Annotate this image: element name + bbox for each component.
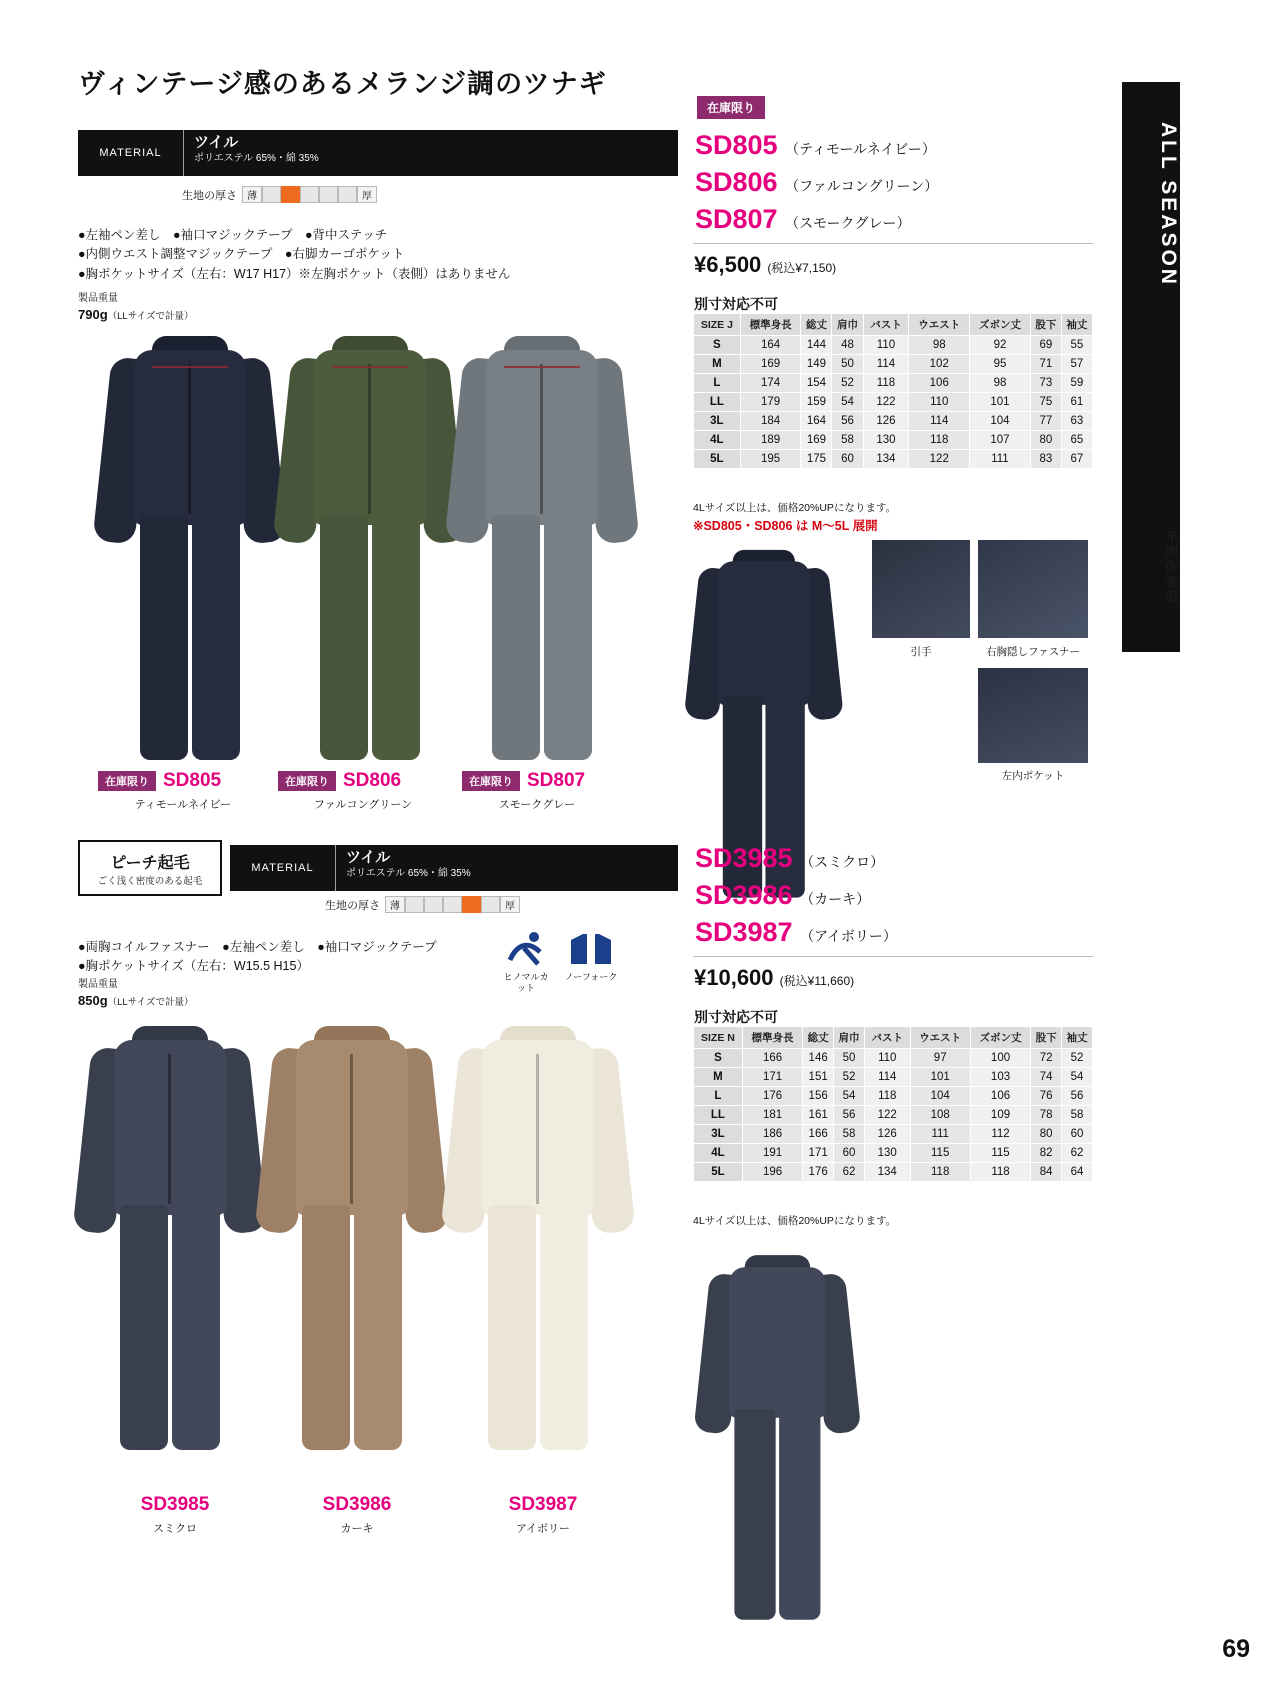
cell: 144 — [801, 336, 832, 355]
peach-title: ピーチ起毛 — [110, 854, 190, 872]
cell: 60 — [1062, 1125, 1093, 1144]
table-row — [694, 1087, 1093, 1106]
color-code-sd3987: SD3987 — [508, 1494, 578, 1515]
cell: 56 — [834, 1106, 865, 1125]
cell: 71 — [1030, 355, 1061, 374]
table-row — [694, 1163, 1093, 1182]
thickness-cell — [424, 896, 443, 913]
cell: M — [694, 1068, 743, 1087]
cell: 4L — [694, 1144, 743, 1163]
cell: 80 — [1030, 431, 1061, 450]
color-name-sd3986: カーキ — [340, 1523, 374, 1535]
section1-features — [78, 226, 510, 284]
cell: 101 — [910, 1068, 970, 1087]
color-name-sd3985: スミクロ — [153, 1523, 197, 1535]
table-row — [694, 355, 1093, 374]
cell: 176 — [803, 1163, 834, 1182]
product-photo-sd806 — [280, 330, 460, 770]
cell: 126 — [864, 1125, 910, 1144]
thickness-thin: 薄 — [242, 186, 262, 203]
cell: 164 — [740, 336, 801, 355]
cell: 50 — [834, 1049, 865, 1068]
cell: 134 — [863, 450, 909, 469]
cell: 169 — [801, 431, 832, 450]
thickness-label: 生地の厚さ — [182, 189, 237, 202]
cell: 64 — [1062, 1163, 1093, 1182]
cell: 54 — [1062, 1068, 1093, 1087]
right-code-sd807: SD807 （スモークグレー） — [695, 204, 911, 234]
detail-photo-chest-zipper — [978, 540, 1088, 638]
cell: 57 — [1061, 355, 1092, 374]
cell: 59 — [1061, 374, 1092, 393]
cell: 62 — [834, 1163, 865, 1182]
table-row — [694, 1068, 1093, 1087]
size-table-1 — [693, 313, 1093, 469]
cell: M — [694, 355, 741, 374]
detail-caption-chest-zipper: 右胸隠しファスナー — [985, 646, 1081, 658]
cell: 3L — [694, 412, 741, 431]
material-name: ツイル — [346, 849, 391, 866]
product-code: SD807 — [527, 770, 586, 791]
cell: 60 — [834, 1144, 865, 1163]
cell: 111 — [910, 1125, 970, 1144]
feature-line: ●左袖ペン差し ●袖口マジックテープ ●背中ステッチ — [78, 228, 388, 242]
cell: 108 — [910, 1106, 970, 1125]
product-photo-back-sd805 — [690, 545, 821, 734]
thickness-cell — [405, 896, 424, 913]
col-bust: バスト — [863, 314, 909, 336]
col-inseam: 股下 — [1031, 1027, 1062, 1049]
peach-sub: ごく浅く密度のある起毛 — [97, 875, 203, 887]
section1-material-bar — [78, 130, 678, 176]
product-photo-back-sd3985 — [700, 1250, 846, 1465]
table-row — [694, 1144, 1093, 1163]
cell: 161 — [803, 1106, 834, 1125]
cell: 52 — [834, 1068, 865, 1087]
price-note-1: 4Lサイズ以上は、価格20%UPになります。 — [693, 502, 897, 514]
cell: 48 — [832, 336, 863, 355]
cell: 130 — [864, 1144, 910, 1163]
cell: 114 — [863, 355, 909, 374]
feature-line: ●内側ウエスト調整マジックテープ ●右脚カーゴポケット — [78, 247, 405, 262]
cell: L — [694, 1087, 743, 1106]
cell: 114 — [909, 412, 970, 431]
color-name-sd806: ファルコングリーン — [313, 799, 413, 811]
thickness-thick: 厚 — [357, 186, 377, 203]
cell: LL — [694, 393, 741, 412]
detail-photo-puller — [872, 540, 970, 638]
thickness-cell — [319, 186, 338, 203]
cell: 159 — [801, 393, 832, 412]
cell: 60 — [832, 450, 863, 469]
cell: 76 — [1031, 1087, 1062, 1106]
cell: 58 — [834, 1125, 865, 1144]
col-sleeve: 袖丈 — [1062, 1027, 1093, 1049]
cell: 75 — [1030, 393, 1061, 412]
cell: 92 — [970, 336, 1031, 355]
cell: 118 — [910, 1163, 970, 1182]
thickness-cell — [481, 896, 500, 913]
cell: 118 — [864, 1087, 910, 1106]
norfolk-icon — [560, 930, 622, 983]
table-row — [694, 393, 1093, 412]
cell: 54 — [834, 1087, 865, 1106]
col-size: SIZE J — [694, 314, 741, 336]
product-photo-sd3987 — [448, 1020, 628, 1460]
cell: 174 — [740, 374, 801, 393]
cell: 114 — [864, 1068, 910, 1087]
weight-note: （LLサイズで計量） — [107, 310, 194, 322]
cell: 104 — [910, 1087, 970, 1106]
material-label: MATERIAL — [99, 147, 162, 159]
cell: 186 — [742, 1125, 802, 1144]
thickness-thin: 薄 — [385, 896, 405, 913]
cell: 100 — [970, 1049, 1030, 1068]
color-code-sd805 — [98, 770, 221, 792]
cell: 95 — [970, 355, 1031, 374]
material-label: MATERIAL — [251, 862, 314, 874]
color-name-sd805: ティモールネイビー — [134, 799, 232, 811]
col-shoulder: 肩巾 — [834, 1027, 865, 1049]
product-photo-sd807 — [452, 330, 632, 770]
cell: 195 — [740, 450, 801, 469]
cell: 169 — [740, 355, 801, 374]
cell: 56 — [832, 412, 863, 431]
cell: 166 — [742, 1049, 802, 1068]
cell: 63 — [1061, 412, 1092, 431]
weight-label: 製品重量 — [78, 979, 118, 990]
section2-weight — [78, 978, 193, 1009]
nosize-note-1: 別寸対応不可 — [694, 296, 778, 312]
cell: 115 — [970, 1144, 1030, 1163]
color-name-sd3987: アイボリー — [515, 1523, 570, 1535]
section1-thickness — [182, 186, 377, 203]
thickness-cell — [281, 186, 300, 203]
table-row — [694, 1049, 1093, 1068]
product-photo-sd805 — [100, 330, 280, 770]
cell: 110 — [909, 393, 970, 412]
divider — [693, 243, 1093, 244]
color-code-sd806 — [278, 770, 401, 792]
material-name: ツイル — [194, 134, 239, 151]
col-size: SIZE N — [694, 1027, 743, 1049]
divider — [335, 845, 336, 891]
cell: 72 — [1031, 1049, 1062, 1068]
cell: S — [694, 336, 741, 355]
section1-weight — [78, 292, 193, 323]
col-pants: ズボン丈 — [970, 314, 1031, 336]
cell: 126 — [863, 412, 909, 431]
right-code-sd3986: SD3986 （カーキ） — [695, 880, 871, 910]
price-1: ¥6,500 (税込¥7,150) — [694, 252, 837, 277]
cell: 67 — [1061, 450, 1092, 469]
range-note-1: ※SD805・SD806 は M〜5L 展開 — [693, 519, 878, 533]
peach-badge — [78, 840, 222, 896]
cell: 110 — [864, 1049, 910, 1068]
cell: 118 — [970, 1163, 1030, 1182]
cell: 83 — [1030, 450, 1061, 469]
cell: 5L — [694, 1163, 743, 1182]
cell: 122 — [864, 1106, 910, 1125]
col-sleeve: 袖丈 — [1061, 314, 1092, 336]
himaru-cut-glyph — [504, 930, 548, 970]
section2-material-bar — [230, 845, 678, 891]
cell: 156 — [803, 1087, 834, 1106]
cell: 118 — [909, 431, 970, 450]
col-shoulder: 肩巾 — [832, 314, 863, 336]
table-row — [694, 1125, 1093, 1144]
right-code-sd806: SD806 （ファルコングリーン） — [695, 167, 939, 197]
cell: 109 — [970, 1106, 1030, 1125]
cell: 118 — [863, 374, 909, 393]
col-length: 総丈 — [801, 314, 832, 336]
table-row — [694, 374, 1093, 393]
cell: 61 — [1061, 393, 1092, 412]
cell: 97 — [910, 1049, 970, 1068]
table-row — [694, 336, 1093, 355]
cell: 107 — [970, 431, 1031, 450]
stock-badge: 在庫限り — [462, 771, 520, 791]
cell: 146 — [803, 1049, 834, 1068]
cell: 52 — [1062, 1049, 1093, 1068]
detail-photo-inner-pocket — [978, 668, 1088, 763]
feature-line: ●胸ポケットサイズ（左右：W15.5 H15） — [78, 959, 309, 974]
size-table-2 — [693, 1026, 1093, 1182]
cell: 102 — [909, 355, 970, 374]
cell: 164 — [801, 412, 832, 431]
thickness-cell — [462, 896, 481, 913]
product-photo-sd3985 — [80, 1020, 260, 1460]
color-code-sd3986: SD3986 — [322, 1494, 392, 1515]
table-row — [694, 431, 1093, 450]
weight-value: 790g — [78, 306, 108, 322]
cell: 175 — [801, 450, 832, 469]
right-code-sd805: SD805 （ティモールネイビー） — [695, 130, 936, 160]
cell: 196 — [742, 1163, 802, 1182]
cell: 58 — [1062, 1106, 1093, 1125]
table-header-row — [694, 314, 1093, 336]
cell: 52 — [832, 374, 863, 393]
cell: S — [694, 1049, 743, 1068]
table-header-row — [694, 1027, 1093, 1049]
cell: 151 — [803, 1068, 834, 1087]
cell: 103 — [970, 1068, 1030, 1087]
stock-badge: 在庫限り — [278, 771, 336, 791]
cell: 82 — [1031, 1144, 1062, 1163]
cell: 189 — [740, 431, 801, 450]
icon-label: ノーフォーク — [564, 972, 618, 983]
cell: 65 — [1061, 431, 1092, 450]
section1-title: ヴィンテージ感のあるメランジ調のツナギ — [78, 69, 607, 99]
page-number: 69 — [1222, 1635, 1250, 1663]
table-row — [694, 1106, 1093, 1125]
season-tab-sub: 年間作業服 — [1163, 530, 1178, 605]
product-photo-sd3986 — [262, 1020, 442, 1460]
cell: 134 — [864, 1163, 910, 1182]
divider — [693, 956, 1093, 957]
cell: 179 — [740, 393, 801, 412]
cell: 62 — [1062, 1144, 1093, 1163]
col-pants: ズボン丈 — [970, 1027, 1030, 1049]
cell: 110 — [863, 336, 909, 355]
price-note-2: 4Lサイズ以上は、価格20%UPになります。 — [693, 1215, 897, 1227]
season-tab-label: ALL SEASON — [1157, 122, 1180, 287]
cell: 98 — [970, 374, 1031, 393]
cell: 4L — [694, 431, 741, 450]
cell: 181 — [742, 1106, 802, 1125]
cell: 56 — [1062, 1087, 1093, 1106]
cell: 80 — [1031, 1125, 1062, 1144]
cell: 73 — [1030, 374, 1061, 393]
divider — [183, 130, 184, 176]
nosize-note-2: 別寸対応不可 — [694, 1009, 778, 1025]
feature-line: ●両胸コイルファスナー ●左袖ペン差し ●袖口マジックテープ — [78, 940, 437, 954]
material-composition: ポリエステル 65%・綿 35% — [346, 867, 471, 879]
thickness-cell — [262, 186, 281, 203]
cell: 171 — [742, 1068, 802, 1087]
cell: 3L — [694, 1125, 743, 1144]
cell: 50 — [832, 355, 863, 374]
cell: 176 — [742, 1087, 802, 1106]
cell: 111 — [970, 450, 1031, 469]
thickness-label: 生地の厚さ — [325, 899, 380, 912]
cell: 84 — [1031, 1163, 1062, 1182]
cell: 122 — [909, 450, 970, 469]
cell: LL — [694, 1106, 743, 1125]
color-code-sd3985: SD3985 — [140, 1494, 210, 1515]
col-waist: ウエスト — [910, 1027, 970, 1049]
cell: 106 — [970, 1087, 1030, 1106]
cell: 74 — [1031, 1068, 1062, 1087]
cell: 166 — [803, 1125, 834, 1144]
col-length: 総丈 — [803, 1027, 834, 1049]
right-code-sd3987: SD3987 （アイボリー） — [695, 917, 897, 947]
detail-caption-inner-pocket: 左内ポケット — [1001, 770, 1065, 782]
cell: 69 — [1030, 336, 1061, 355]
thickness-cell — [338, 186, 357, 203]
cell: 101 — [970, 393, 1031, 412]
cell: 112 — [970, 1125, 1030, 1144]
detail-caption-puller: 引手 — [910, 646, 932, 658]
cell: 54 — [832, 393, 863, 412]
stock-badge: 在庫限り — [98, 771, 156, 791]
cell: 106 — [909, 374, 970, 393]
right-code-sd3985: SD3985 （スミクロ） — [695, 843, 885, 873]
cell: 98 — [909, 336, 970, 355]
price-2: ¥10,600 (税込¥11,660) — [694, 965, 855, 990]
norfolk-glyph — [563, 930, 619, 970]
col-height: 標準身長 — [740, 314, 801, 336]
thickness-cell — [300, 186, 319, 203]
col-waist: ウエスト — [909, 314, 970, 336]
right-stock-badge-1: 在庫限り — [697, 96, 765, 119]
material-composition: ポリエステル 65%・綿 35% — [194, 152, 319, 164]
product-code: SD805 — [163, 770, 222, 791]
table-row — [694, 450, 1093, 469]
cell: 78 — [1031, 1106, 1062, 1125]
feature-line: ●胸ポケットサイズ（左右：W17 H17）※左胸ポケット（表側）はありません — [78, 266, 511, 281]
section2-features — [78, 938, 437, 977]
table-row — [694, 412, 1093, 431]
col-inseam: 股下 — [1030, 314, 1061, 336]
cell: 55 — [1061, 336, 1092, 355]
color-code-sd807 — [462, 770, 585, 792]
col-bust: バスト — [864, 1027, 910, 1049]
cell: 115 — [910, 1144, 970, 1163]
cell: 58 — [832, 431, 863, 450]
weight-label: 製品重量 — [78, 293, 118, 304]
cell: 5L — [694, 450, 741, 469]
col-height: 標準身長 — [742, 1027, 802, 1049]
weight-note: （LLサイズで計量） — [107, 996, 194, 1008]
color-name-sd807: スモークグレー — [498, 799, 576, 811]
cell: 171 — [803, 1144, 834, 1163]
cell: 104 — [970, 412, 1031, 431]
cell: 122 — [863, 393, 909, 412]
cell: 154 — [801, 374, 832, 393]
thickness-thick: 厚 — [500, 896, 520, 913]
cell: 191 — [742, 1144, 802, 1163]
section2-thickness — [325, 896, 520, 913]
icon-label: ヒノマルカット — [503, 972, 549, 993]
product-code: SD806 — [343, 770, 402, 791]
weight-value: 850g — [78, 992, 108, 1008]
cell: 130 — [863, 431, 909, 450]
cell: 184 — [740, 412, 801, 431]
cell: 77 — [1030, 412, 1061, 431]
himaru-cut-icon — [500, 930, 552, 993]
thickness-cell — [443, 896, 462, 913]
cell: L — [694, 374, 741, 393]
cell: 149 — [801, 355, 832, 374]
